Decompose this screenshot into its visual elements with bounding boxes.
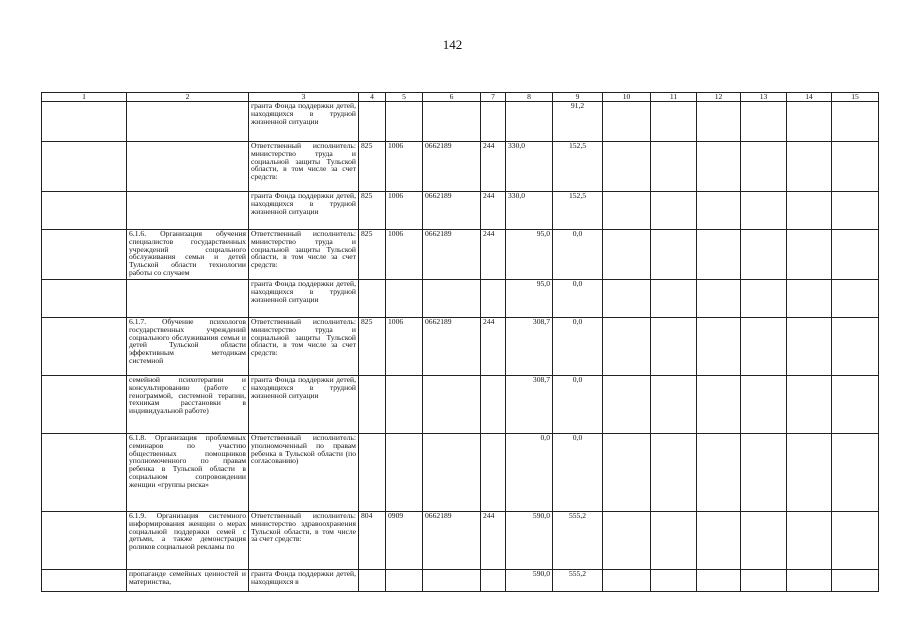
table-row bbox=[42, 102, 879, 142]
activity-cell bbox=[127, 102, 249, 142]
activity-cell: пропаганде семейных ценностей и материнства, bbox=[127, 570, 249, 592]
cell-c9: 555,2 bbox=[553, 570, 603, 592]
table-row bbox=[42, 434, 879, 512]
cell-c6: 0662189 bbox=[423, 142, 481, 192]
cell-c4 bbox=[359, 102, 386, 142]
cell-c4: 825 bbox=[359, 142, 386, 192]
cell-c9: 0,0 bbox=[553, 280, 603, 318]
table-row bbox=[42, 512, 879, 570]
cell-c6: 0662189 bbox=[423, 512, 481, 570]
budget-table bbox=[41, 92, 879, 592]
cell-c6 bbox=[423, 570, 481, 592]
cell-c9: 91,2 bbox=[553, 102, 603, 142]
column-header: 3 bbox=[249, 93, 359, 102]
cell-c9: 152,5 bbox=[553, 192, 603, 230]
cell-c4 bbox=[359, 434, 386, 512]
cell-c7 bbox=[481, 434, 506, 512]
cell-c6: 0662189 bbox=[423, 318, 481, 376]
activity-cell: 6.1.6. Организация обучения специалистов государственных учреждений социального обслуживания семьи и детей Тульской области технологии работы со случаем bbox=[127, 230, 249, 280]
cell-c4: 825 bbox=[359, 318, 386, 376]
cell-c9: 555,2 bbox=[553, 512, 603, 570]
column-header: 8 bbox=[506, 93, 553, 102]
cell-c8: 330,0 bbox=[506, 142, 553, 192]
cell-c4 bbox=[359, 280, 386, 318]
executor-cell: гранта Фонда поддержки детей, находящихся в трудной жизненной ситуации bbox=[249, 376, 359, 434]
cell-c8: 0,0 bbox=[506, 434, 553, 512]
table-row bbox=[42, 570, 879, 592]
cell-c5 bbox=[386, 376, 423, 434]
table-row bbox=[42, 230, 879, 280]
column-header: 4 bbox=[359, 93, 386, 102]
activity-cell: 6.1.8. Организация проблемных семинаров по участию общественных помощников уполномоченного по правам ребенка в Тульской области в социальном сопровождении женщин «группы риска» bbox=[127, 434, 249, 512]
cell-c4: 825 bbox=[359, 230, 386, 280]
executor-cell: гранта Фонда поддержки детей, находящихся в bbox=[249, 570, 359, 592]
column-header: 2 bbox=[127, 93, 249, 102]
table-row bbox=[42, 318, 879, 376]
table-header-row bbox=[42, 93, 879, 102]
cell-c5: 0909 bbox=[386, 512, 423, 570]
column-header: 15 bbox=[832, 93, 879, 102]
cell-c5 bbox=[386, 434, 423, 512]
cell-c8: 330,0 bbox=[506, 192, 553, 230]
cell-c8: 95,0 bbox=[506, 280, 553, 318]
cell-c9: 0,0 bbox=[553, 376, 603, 434]
cell-c4: 804 bbox=[359, 512, 386, 570]
column-header: 1 bbox=[42, 93, 127, 102]
activity-cell: 6.1.9. Организация системного информирования женщин о мерах социальной поддержки семей с детьми, а также демонстрация роликов социальной рекламы по bbox=[127, 512, 249, 570]
cell-c5: 1006 bbox=[386, 192, 423, 230]
cell-c8: 590,0 bbox=[506, 512, 553, 570]
cell-c9: 0,0 bbox=[553, 434, 603, 512]
cell-c6: 0662189 bbox=[423, 230, 481, 280]
cell-c7: 244 bbox=[481, 142, 506, 192]
column-header: 7 bbox=[481, 93, 506, 102]
cell-c8: 308,7 bbox=[506, 318, 553, 376]
column-header: 14 bbox=[787, 93, 832, 102]
cell-c6: 0662189 bbox=[423, 192, 481, 230]
executor-cell: гранта Фонда поддержки детей, находящихся в трудной жизненной ситуации bbox=[249, 192, 359, 230]
executor-cell: Ответственный исполнитель: министерство труда и социальной защиты Тульской области, в том числе за счет средств: bbox=[249, 230, 359, 280]
executor-cell: гранта Фонда поддержки детей, находящихся в трудной жизненной ситуации bbox=[249, 280, 359, 318]
executor-cell: Ответственный исполнитель: уполномоченный по правам ребенка в Тульской области (по согласованию) bbox=[249, 434, 359, 512]
cell-c6 bbox=[423, 102, 481, 142]
executor-cell: Ответственный исполнитель: министерство здравоохранения Тульской области, в том числе за счет средств: bbox=[249, 512, 359, 570]
cell-c9: 0,0 bbox=[553, 230, 603, 280]
table-row bbox=[42, 192, 879, 230]
activity-cell bbox=[127, 142, 249, 192]
cell-c7: 244 bbox=[481, 192, 506, 230]
cell-c7 bbox=[481, 376, 506, 434]
cell-c6 bbox=[423, 376, 481, 434]
cell-c4 bbox=[359, 570, 386, 592]
executor-cell: гранта Фонда поддержки детей, находящихся в трудной жизненной ситуации bbox=[249, 102, 359, 142]
activity-cell: семейной психотерапии и консультированию (работе с генограммой, системной терапии, техникам расстановки в индивидуальной работе) bbox=[127, 376, 249, 434]
cell-c4 bbox=[359, 376, 386, 434]
cell-c7: 244 bbox=[481, 230, 506, 280]
activity-cell bbox=[127, 280, 249, 318]
column-header: 9 bbox=[553, 93, 603, 102]
cell-c5: 1006 bbox=[386, 230, 423, 280]
column-header: 6 bbox=[423, 93, 481, 102]
cell-c7 bbox=[481, 102, 506, 142]
cell-c8: 308,7 bbox=[506, 376, 553, 434]
cell-c5 bbox=[386, 102, 423, 142]
cell-c5: 1006 bbox=[386, 142, 423, 192]
table-row bbox=[42, 142, 879, 192]
cell-c6 bbox=[423, 280, 481, 318]
column-header: 11 bbox=[651, 93, 697, 102]
cell-c5 bbox=[386, 280, 423, 318]
executor-cell: Ответственный исполнитель: министерство труда и социальной защиты Тульской области, в том числе за счет средств: bbox=[249, 318, 359, 376]
cell-c8: 590,0 bbox=[506, 570, 553, 592]
page-number: 142 bbox=[442, 37, 463, 52]
table-row bbox=[42, 376, 879, 434]
cell-c5: 1006 bbox=[386, 318, 423, 376]
cell-c6 bbox=[423, 434, 481, 512]
cell-c9: 152,5 bbox=[553, 142, 603, 192]
cell-c4: 825 bbox=[359, 192, 386, 230]
cell-c7: 244 bbox=[481, 318, 506, 376]
activity-cell bbox=[127, 192, 249, 230]
column-header: 5 bbox=[386, 93, 423, 102]
cell-c8 bbox=[506, 102, 553, 142]
cell-c5 bbox=[386, 570, 423, 592]
activity-cell: 6.1.7. Обучение психологов государственных учреждений социального обслуживания семьи и детей Тульской области эффективным методикам системной bbox=[127, 318, 249, 376]
column-header: 12 bbox=[697, 93, 741, 102]
table-row bbox=[42, 280, 879, 318]
cell-c9: 0,0 bbox=[553, 318, 603, 376]
cell-c8: 95,0 bbox=[506, 230, 553, 280]
cell-c7 bbox=[481, 570, 506, 592]
column-header: 10 bbox=[603, 93, 651, 102]
cell-c7 bbox=[481, 280, 506, 318]
column-header: 13 bbox=[741, 93, 787, 102]
executor-cell: Ответственный исполнитель: министерство труда и социальной защиты Тульской области, в том числе за счет средств: bbox=[249, 142, 359, 192]
cell-c7: 244 bbox=[481, 512, 506, 570]
